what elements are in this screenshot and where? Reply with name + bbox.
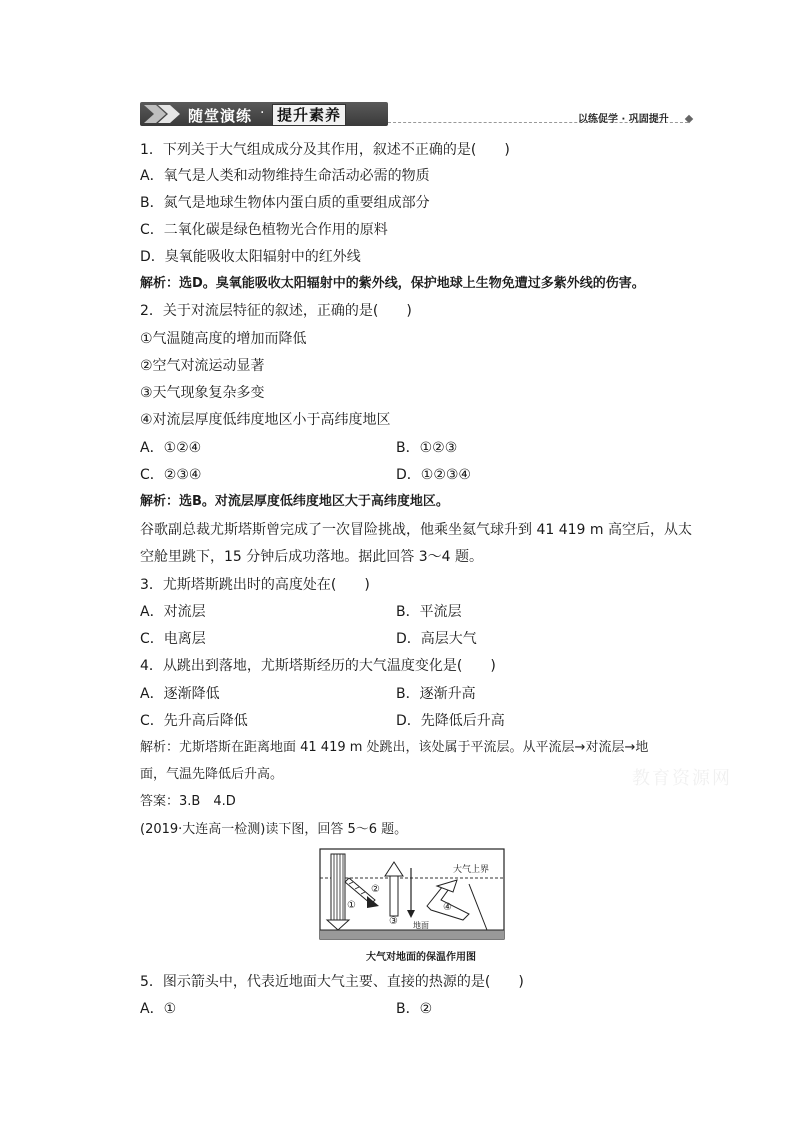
q3-option-a: A．对流层	[140, 604, 206, 620]
label-3: ③	[389, 916, 398, 927]
q5-option-a: A．①	[140, 1001, 177, 1017]
label-ground: 地面	[413, 921, 429, 930]
q2-statement-3: ③天气现象复杂多变	[140, 385, 265, 401]
q4-stem: 4．从跳出到落地，尤斯塔斯经历的大气温度变化是( )	[140, 658, 496, 674]
q3-option-b: B．平流层	[396, 604, 462, 620]
q1-analysis: 解析：选D。臭氧能吸收太阳辐射中的紫外线，保护地球上生物免遭过多紫外线的伤害。	[140, 276, 645, 291]
q4-analysis-line-2: 面，气温先降低后升高。	[140, 767, 284, 782]
q2-statement-1: ①气温随高度的增加而降低	[140, 331, 307, 347]
answers: 答案：3.B 4.D	[140, 794, 236, 809]
arrow-4-counter-radiation	[427, 880, 469, 920]
passage-line-1: 谷歌副总裁尤斯塔斯曾完成了一次冒险挑战，他乘坐氦气球升到 41 419 m 高空后，从太	[140, 522, 692, 538]
q4-analysis-line-1: 解析：尤斯塔斯在距离地面 41 419 m 处跳出，该处属于平流层。从平流层→对流层→地	[140, 740, 649, 755]
q2-option-a: A．①②④	[140, 440, 202, 456]
passage-line-2: 空舱里跳下，15 分钟后成功落地。据此回答 3～4 题。	[140, 549, 483, 565]
q2-option-c: C．②③④	[140, 467, 202, 483]
banner-subtitle: 提升素养	[272, 104, 346, 126]
banner-title: 随堂演练	[188, 107, 253, 125]
arrow-1-solar-radiation	[327, 854, 349, 930]
q2-analysis: 解析：选B。对流层厚度低纬度地区大于高纬度地区。	[140, 494, 449, 509]
q5-option-b: B．②	[396, 1001, 433, 1017]
q4-option-d: D．先降低后升高	[396, 713, 505, 729]
label-1: ①	[347, 900, 356, 911]
q2-option-d: D．①②③④	[396, 467, 471, 483]
q1-stem: 1．下列关于大气组成成分及其作用，叙述不正确的是( )	[140, 142, 510, 158]
label-upper-boundary: 大气上界	[453, 865, 490, 875]
q5-stem: 5．图示箭头中，代表近地面大气主要、直接的热源的是( )	[140, 974, 524, 990]
q2-statement-4: ④对流层厚度低纬度地区小于高纬度地区	[140, 412, 391, 428]
figure-caption: 大气对地面的保温作用图	[366, 952, 476, 963]
label-4: ④	[443, 902, 452, 913]
q4-option-a: A．逐渐降低	[140, 686, 220, 702]
arrow-down-small	[407, 868, 415, 918]
label-2: ②	[371, 884, 380, 895]
arrow-3-ground-radiation	[385, 862, 403, 916]
banner-separator: ·	[260, 105, 265, 121]
watermark: 教育资源网	[632, 768, 732, 789]
q2-stem: 2．关于对流层特征的叙述，正确的是( )	[140, 303, 412, 319]
q2-statement-2: ②空气对流运动显著	[140, 358, 265, 374]
intro-q5-6: (2019·大连高一检测)读下图，回答 5～6 题。	[140, 822, 408, 837]
q1-option-b: B．氮气是地球生物体内蛋白质的重要组成部分	[140, 195, 430, 211]
q2-option-b: B．①②③	[396, 440, 458, 456]
section-banner	[140, 102, 388, 126]
q1-option-d: D．臭氧能吸收太阳辐射中的红外线	[140, 249, 361, 265]
header-tagline: 以练促学 · 巩固提升	[578, 114, 669, 125]
q1-option-c: C．二氧化碳是绿色植物光合作用的原料	[140, 222, 388, 238]
q3-option-c: C．电离层	[140, 631, 206, 647]
q1-option-a: A．氧气是人类和动物维持生命活动必需的物质	[140, 168, 430, 184]
q3-stem: 3．尤斯塔斯跳出时的高度处在( )	[140, 577, 370, 593]
q4-option-b: B．逐渐升高	[396, 686, 476, 702]
double-chevron-icon	[142, 103, 186, 125]
atmosphere-greenhouse-diagram	[319, 848, 505, 946]
q3-option-d: D．高层大气	[396, 631, 477, 647]
q4-option-c: C．先升高后降低	[140, 713, 248, 729]
